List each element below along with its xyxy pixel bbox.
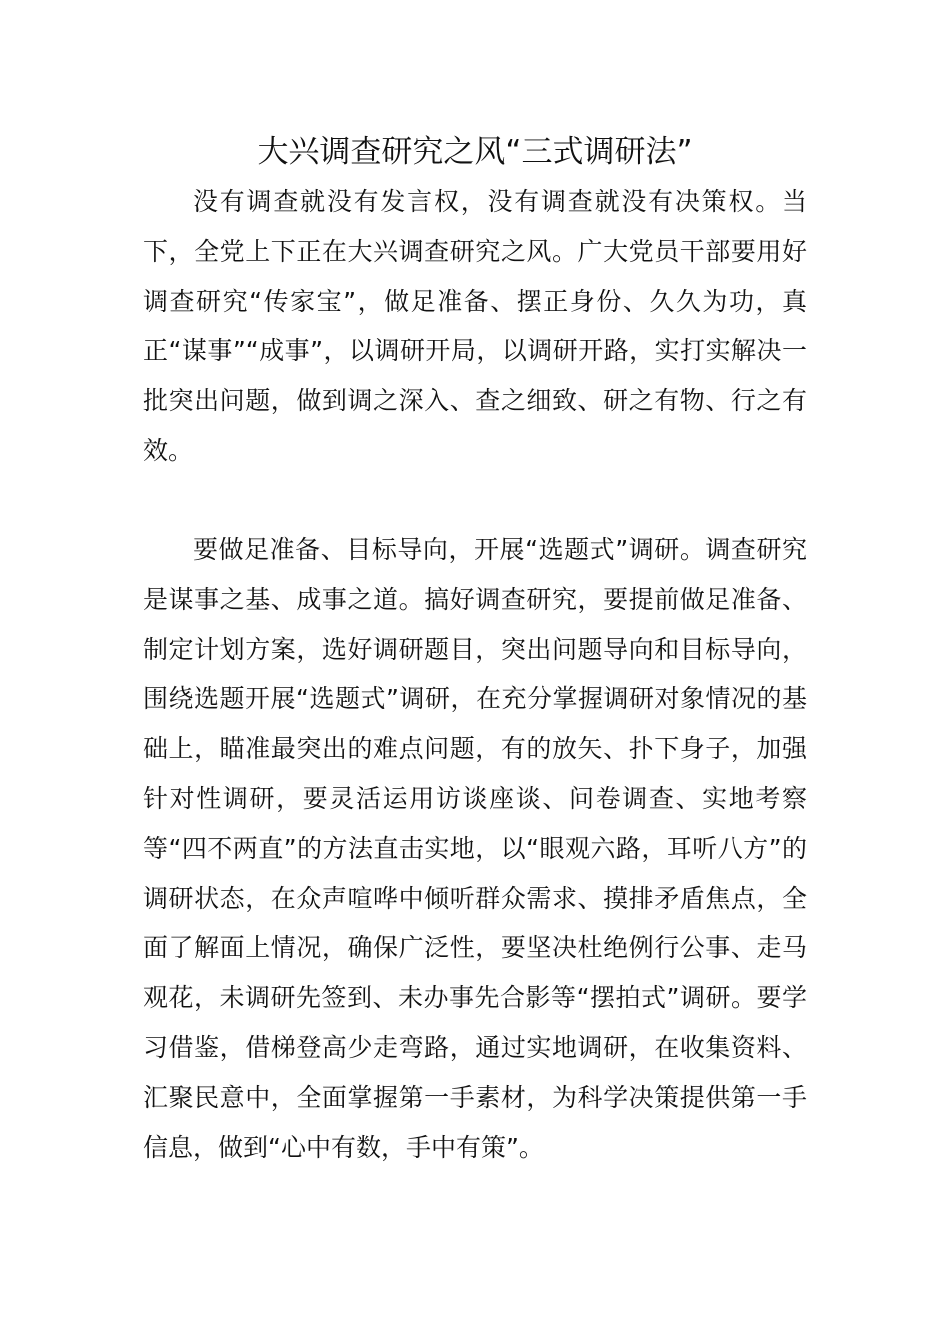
paragraph-selection-research: 要做足准备、目标导向，开展“选题式”调研。调查研究是谋事之基、成事之道。搞好调查研究，要提前做足准备、制定计划方案，选好调研题目，突出问题导向和目标导向，围绕选题开展“选题式”调研，在充分掌握调研对象情况的基础上，瞄准最突出的难点问题，有的放矢、扑下身子，加强针对性调研，要灵活运用访谈座谈、问卷调查、实地考察等“四不两直”的方法直击实地，以“眼观六路，耳听八方”的调研状态，在众声喧哗中倾听群众需求、摸排矛盾焦点，全面了解面上情况，确保广泛性，要坚决杜绝例行公事、走马观花，未调研先签到、未办事先合影等“摆拍式”调研。要学习借鉴，借梯登高少走弯路，通过实地调研，在收集资料、汇聚民意中，全面掌握第一手素材，为科学决策提供第一手信息，做到“心中有数，手中有策”。 bbox=[143, 535, 807, 1162]
document-title: 大兴调查研究之风“三式调研法” bbox=[257, 134, 693, 170]
paragraph-intro: 没有调查就没有发言权，没有调查就没有决策权。当下，全党上下正在大兴调查研究之风。广大党员干部要用好调查研究“传家宝”，做足准备、摆正身份、久久为功，真正“谋事”“成事”，以调研开局，以调研开路，实打实解决一批突出问题，做到调之深入、查之细致、研之有物、行之有效。 bbox=[143, 187, 807, 465]
